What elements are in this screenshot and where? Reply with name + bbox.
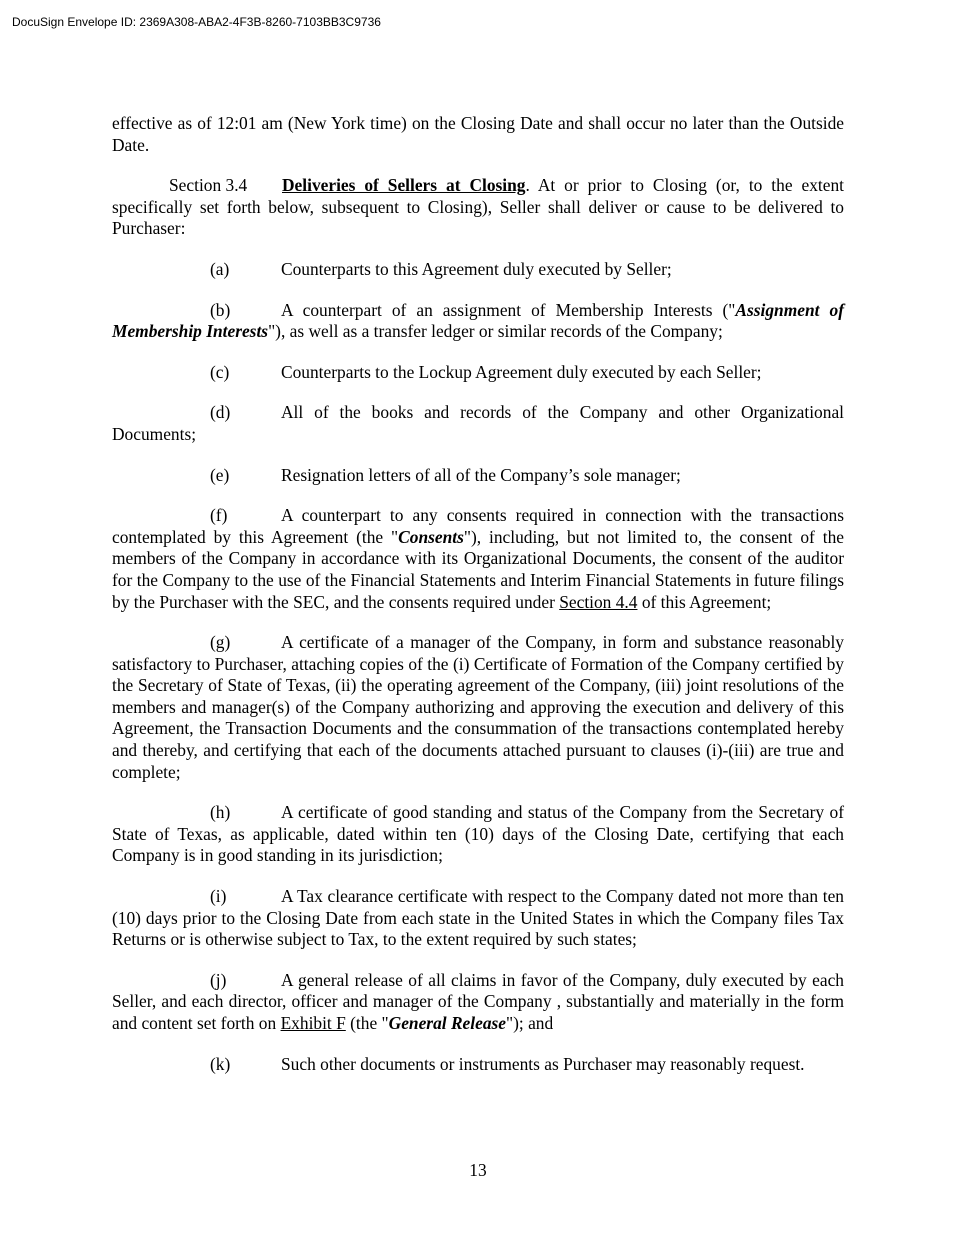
item-text: "), as well as a transfer ledger or similar records of the Company; <box>268 321 723 342</box>
section-number: Section 3.4 <box>169 175 248 196</box>
item-e <box>112 465 844 487</box>
item-label: (c) <box>210 361 230 382</box>
item-b <box>112 300 844 343</box>
item-d <box>112 402 844 445</box>
item-text: Such other documents or instruments as Purchaser may reasonably request. <box>281 1053 805 1074</box>
item-label: (h) <box>210 802 231 823</box>
item-text: A certificate of good standing and status of the Company from the Secretary of State of Texas, as applicable, dated within ten (10) days of the Closing Date, certifying that each Company is in good standing in its jurisdiction; <box>112 802 844 866</box>
intro-paragraph: effective as of 12:01 am (New York time) on the Closing Date and shall occur no later than the Outside Date. <box>112 113 844 155</box>
section-text: . At or prior to Closing (or, to the extent specifically set forth below, subsequent to Closing), Seller shall deliver or cause to be delivered to Purchaser: <box>112 175 844 239</box>
item-f <box>112 505 844 613</box>
item-a <box>112 259 844 281</box>
item-h <box>112 802 844 867</box>
defined-term: General Release <box>388 1013 507 1033</box>
item-text: Counterparts to the Lockup Agreement duly executed by each Seller; <box>281 361 762 382</box>
item-label: (a) <box>210 258 230 279</box>
item-label: (f) <box>210 505 228 526</box>
item-text: All of the books and records of the Company and other Organizational Documents; <box>112 402 844 444</box>
section-3-4-paragraph <box>112 175 844 240</box>
item-text: "); and <box>506 1013 554 1033</box>
item-text: A counterpart to any consents required in connection with the transactions contemplated by this Agreement (the " <box>112 505 844 547</box>
item-label: (e) <box>210 464 230 485</box>
item-label: (i) <box>210 886 227 907</box>
item-k <box>112 1054 844 1076</box>
item-g <box>112 632 844 783</box>
item-text: A certificate of a manager of the Company, in form and substance reasonably satisfactory to Purchaser, attaching copies of the (i) Certificate of Formation of the Company certified by the Secretary of State of Texas, (ii) the operating agreement of the Company, (iii) joint resolutions of the members and manager(s) of the Company authorizing and approving the execution and delivery of this Agreement, the Transaction Documents and the consummation of the transactions contemplated hereby and thereby, and certifying that each of the documents attached pursuant to clauses (i)-(iii) are true and complete; <box>112 632 844 782</box>
item-text: Resignation letters of all of the Company’s sole manager; <box>281 464 681 485</box>
item-j <box>112 970 844 1035</box>
item-text: A general release of all claims in favor of the Company, duly executed by each Seller, and each director, officer and manager of the Company , substantially and materially in the form and content set forth on <box>112 969 844 1033</box>
envelope-id: DocuSign Envelope ID: 2369A308-ABA2-4F3B-8260-7103BB3C9736 <box>12 15 381 29</box>
page-number: 13 <box>469 1160 487 1180</box>
item-text: of this Agreement; <box>637 591 772 612</box>
item-text: (the " <box>345 1013 389 1033</box>
document-body <box>112 113 844 1094</box>
item-label: (k) <box>210 1053 231 1074</box>
item-text: A Tax clearance certificate with respect to the Company dated not more than ten (10) days prior to the Closing Date from each state in the United States in which the Company files Tax Returns or is otherwise subject to Tax, to the extent required by such states; <box>112 886 844 950</box>
item-label: (j) <box>210 969 227 990</box>
item-text: Counterparts to this Agreement duly executed by Seller; <box>281 258 672 279</box>
item-c <box>112 362 844 384</box>
item-label: (d) <box>210 402 231 423</box>
exhibit-reference-link: Exhibit F <box>280 1013 346 1033</box>
item-text: A counterpart of an assignment of Membership Interests (" <box>281 299 736 320</box>
item-label: (b) <box>210 299 231 320</box>
item-label: (g) <box>210 632 231 653</box>
defined-term: Assignment of Membership Interests <box>112 299 844 342</box>
section-reference-link: Section 4.4 <box>559 591 638 612</box>
item-i <box>112 886 844 951</box>
item-text: "), including, but not limited to, the consent of the members of the Company in accordance with its Organizational Documents, the consent of the auditor for the Company to the use of the Financial Statements and Interim Financial Statements in future filings by the Purchaser with the SEC, and the consents required under <box>112 526 844 612</box>
section-heading: Deliveries of Sellers at Closing <box>282 175 526 196</box>
defined-term: Consents <box>398 526 464 547</box>
